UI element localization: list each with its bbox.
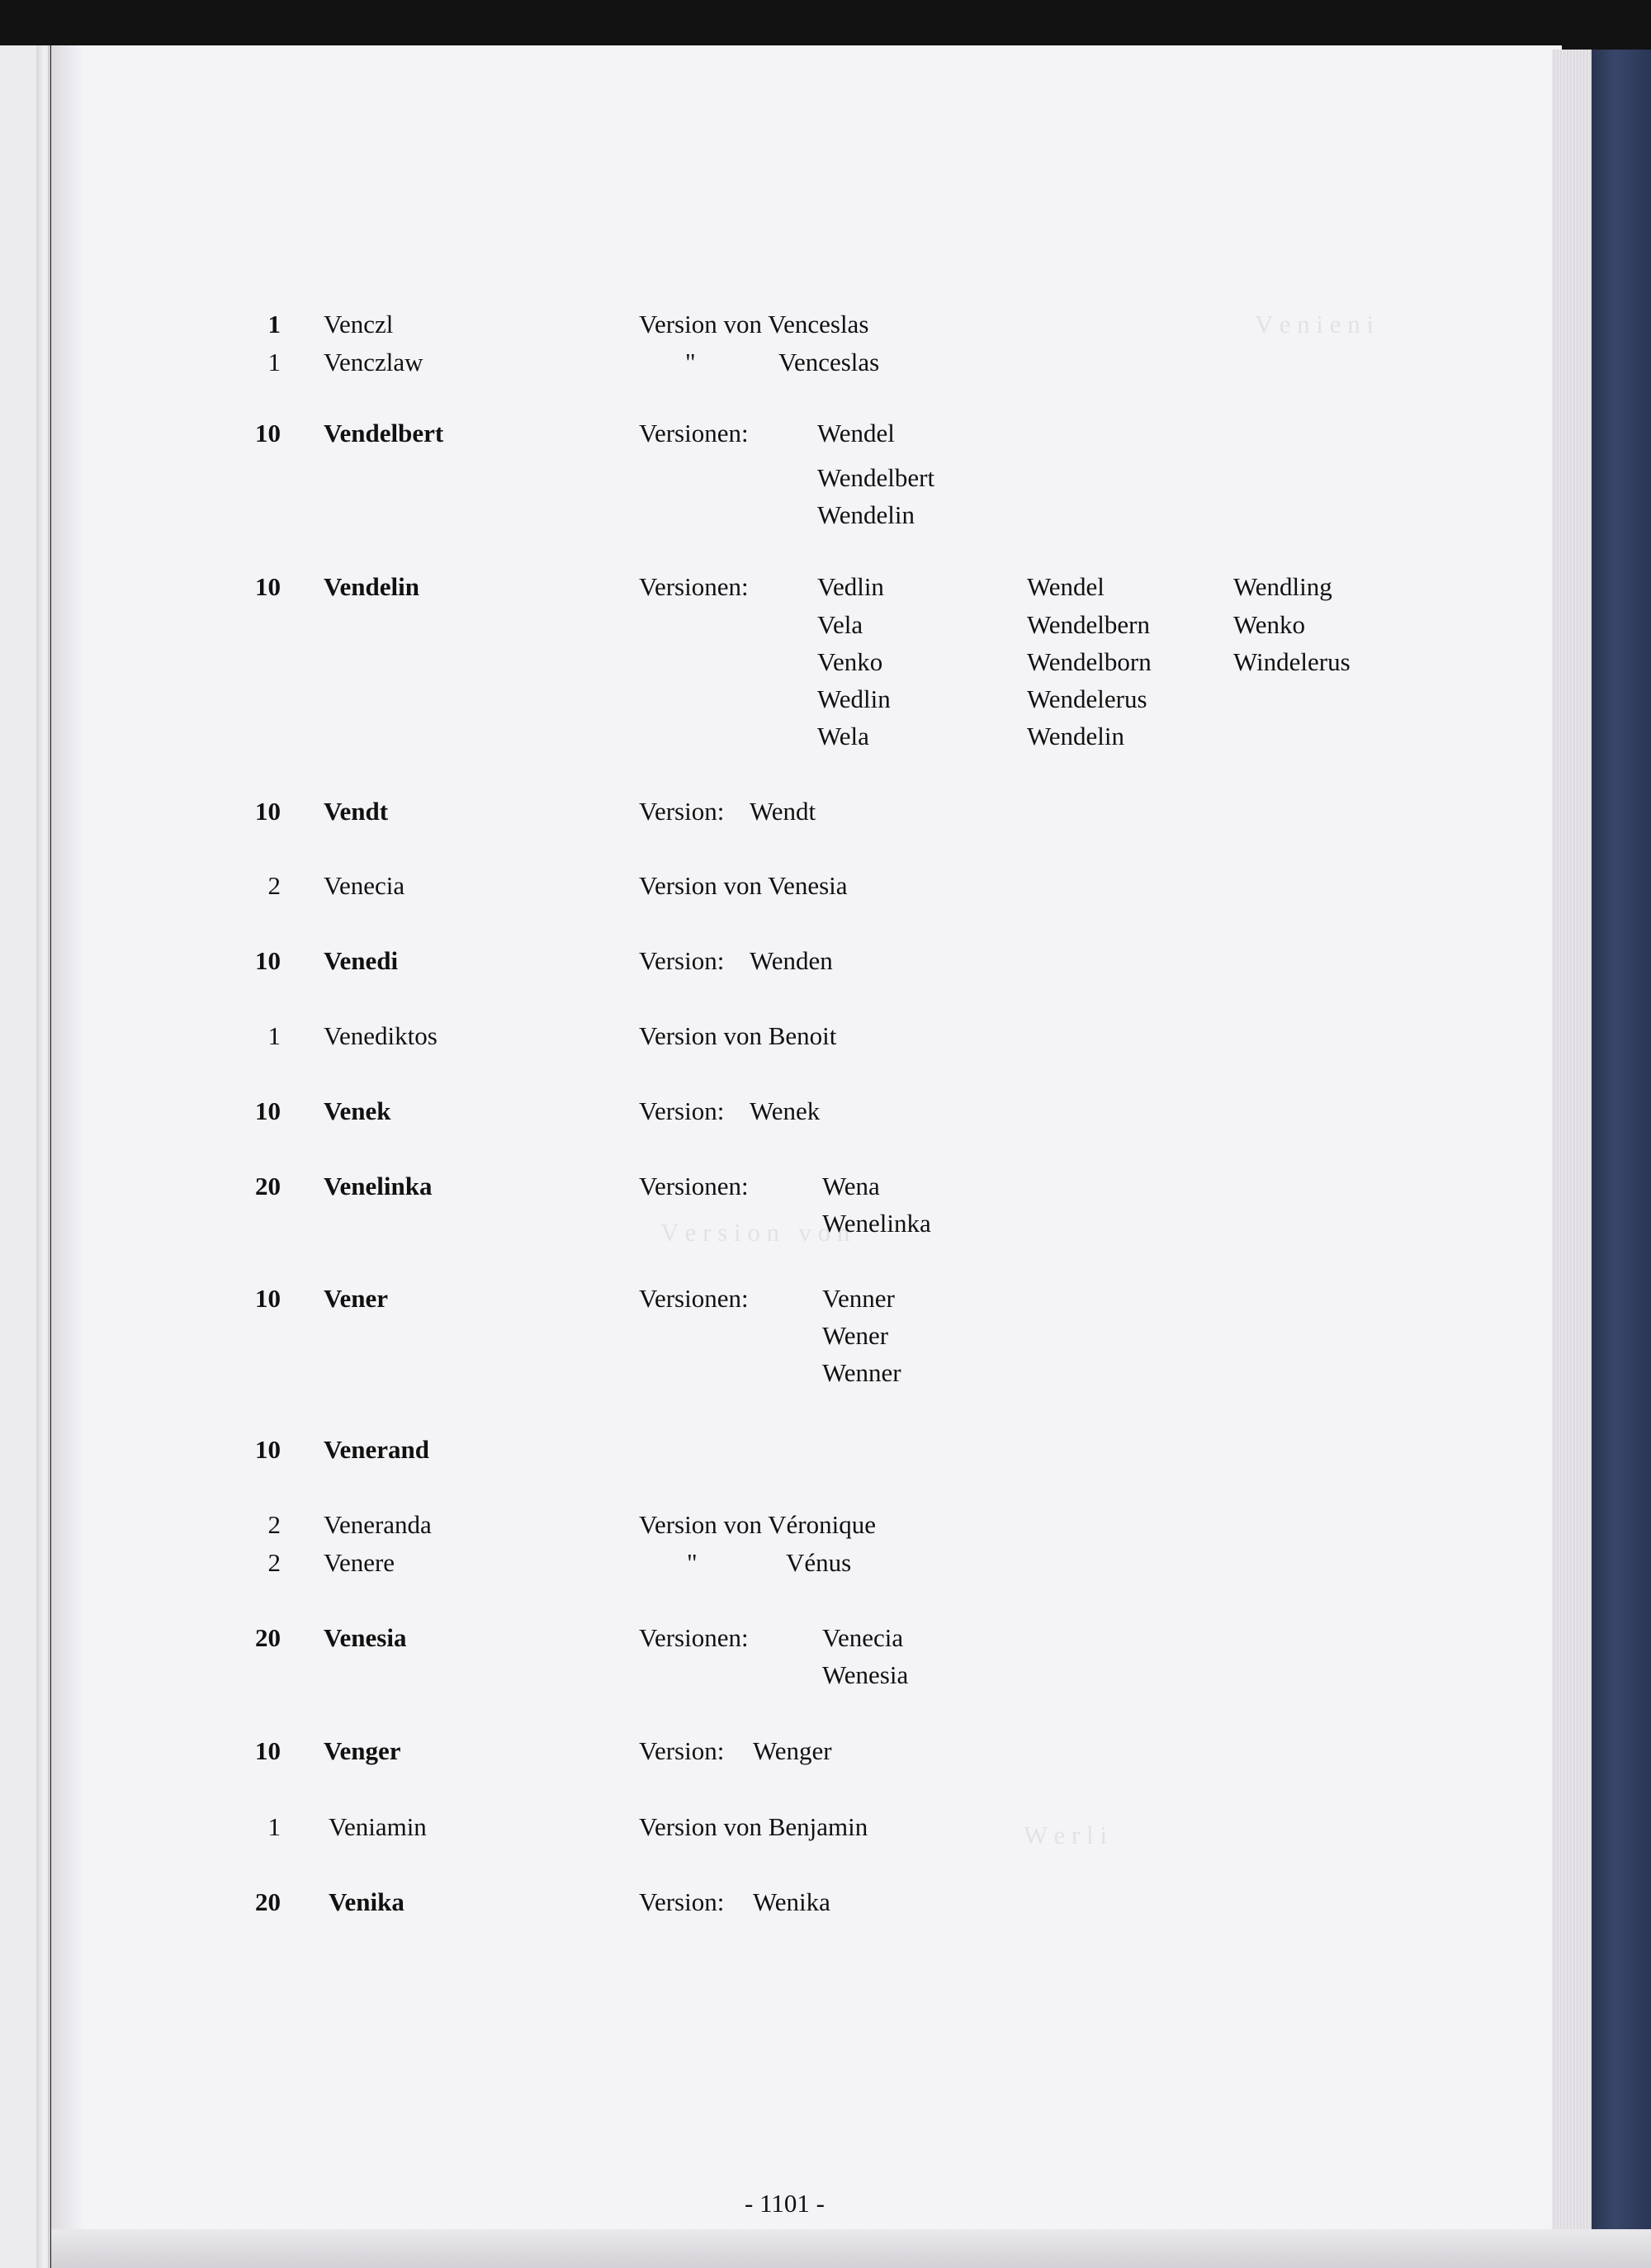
entry-number: 1 [267,1021,281,1050]
variant-name: Wenek [750,1096,821,1125]
entry-number: 10 [255,1736,281,1765]
entry-description: Version: [639,1736,725,1765]
variant-name: Wendelbern [1027,610,1150,639]
variant-name: Venceslas [778,348,880,376]
entry-name: Venerand [324,1435,430,1464]
entry-number: 20 [255,1887,281,1916]
variant-name: Wendelerus [1027,684,1147,713]
ditto-mark: " [685,348,696,376]
entry-description: Versionen: [639,419,749,447]
variant-name: Wendelin [817,500,915,529]
variant-name: Wendelborn [1027,647,1152,676]
variant-name: Vénus [786,1548,852,1577]
entry-name: Vendelbert [324,419,444,447]
entry-name: Venere [324,1548,395,1577]
entry-name: Venika [329,1887,404,1916]
entry-row [0,1096,1568,1129]
variant-name: Wenko [1233,610,1306,639]
entry-name: Venek [324,1096,391,1125]
entry-row [0,797,1568,830]
entry-row [0,1736,1568,1769]
variant-name: Wendling [1233,572,1332,601]
variant-name: Wendel [817,419,895,447]
entry-name: Venelinka [324,1172,433,1200]
entry-row [0,348,1568,381]
entry-number: 20 [255,1172,281,1200]
variant-name: Wener [822,1321,889,1350]
bleed-through-text: W e r l i [1024,1821,1108,1849]
entry-row [0,572,1568,605]
entry-number: 2 [267,1548,281,1577]
page-number: - 1101 - [745,2189,825,2218]
entry-name: Veniamin [329,1812,427,1841]
variant-name: Wenden [750,946,833,975]
entry-description: Version von Véronique [639,1510,876,1539]
variant-name: Venecia [822,1623,904,1652]
entry-name: Vener [324,1284,389,1313]
entry-number: 1 [267,348,281,376]
entry-row [0,1435,1568,1468]
variant-name: Wendt [750,797,816,826]
bleed-through-text: V e r s i o n v o n [660,1218,850,1247]
variant-name: Vela [817,610,863,639]
entry-description: Versionen: [639,1284,749,1313]
entry-description: Version von Venceslas [639,310,869,339]
entry-number: 10 [255,1435,281,1464]
variant-name: Vedlin [817,572,884,601]
bleed-through-text: V e n i e n i [1255,310,1374,339]
entry-row [0,419,1568,452]
entry-name: Vendt [324,797,389,826]
entry-description: Version: [639,946,725,975]
entry-name: Venger [324,1736,401,1765]
entry-description: Versionen: [639,572,749,601]
entry-row [0,1284,1568,1317]
book-cover [1592,50,1651,2268]
entry-description: Version von Venesia [639,871,848,900]
entry-number: 10 [255,797,281,826]
variant-name: Wenger [753,1736,832,1765]
entry-row [0,1623,1568,1656]
entry-number: 10 [255,419,281,447]
entry-number: 1 [267,1812,281,1841]
variant-name: Wenner [822,1358,901,1387]
entry-number: 20 [255,1623,281,1652]
entry-name: Venediktos [324,1021,438,1050]
entry-name: Veneranda [324,1510,432,1539]
entry-row [0,310,1568,343]
page-bottom-edge [51,2229,1651,2268]
entry-description: Version: [639,1887,725,1916]
variant-name: Wedlin [817,684,891,713]
variant-name: Wena [822,1172,880,1200]
entry-row [0,1510,1568,1543]
variant-name: Wendel [1027,572,1105,601]
variant-name: Venko [817,647,883,676]
entry-name: Venczl [324,310,394,339]
variant-name: Wendelbert [817,463,935,492]
entry-name: Vendelin [324,572,420,601]
entry-row [0,1021,1568,1054]
entry-name: Venecia [324,871,405,900]
variant-name: Windelerus [1233,647,1351,676]
variant-name: Wenelinka [822,1209,931,1238]
entry-row [0,871,1568,904]
entry-name: Venedi [324,946,399,975]
entry-row [0,1887,1568,1920]
entry-description: Version: [639,797,725,826]
entry-number: 10 [255,572,281,601]
entry-row [0,1812,1568,1845]
scan-background [0,0,1651,50]
entry-number: 10 [255,1096,281,1125]
entry-name: Venczlaw [324,348,423,376]
entry-description: Version: [639,1096,725,1125]
variant-name: Wenesia [822,1660,909,1689]
entry-description: Versionen: [639,1623,749,1652]
entry-number: 2 [267,1510,281,1539]
entry-number: 2 [267,871,281,900]
variant-name: Wela [817,722,869,750]
entry-description: Versionen: [639,1172,749,1200]
entry-row [0,1172,1568,1205]
entry-number: 1 [267,310,281,339]
ditto-mark: " [687,1548,698,1577]
entry-number: 10 [255,1284,281,1313]
entry-number: 10 [255,946,281,975]
entry-description: Version von Benoit [639,1021,837,1050]
variant-name: Venner [822,1284,895,1313]
entry-row [0,1548,1568,1581]
variant-name: Wenika [753,1887,830,1916]
entry-description: Version von Benjamin [639,1812,868,1841]
variant-name: Wendelin [1027,722,1125,750]
entry-row [0,946,1568,979]
entry-name: Venesia [324,1623,407,1652]
